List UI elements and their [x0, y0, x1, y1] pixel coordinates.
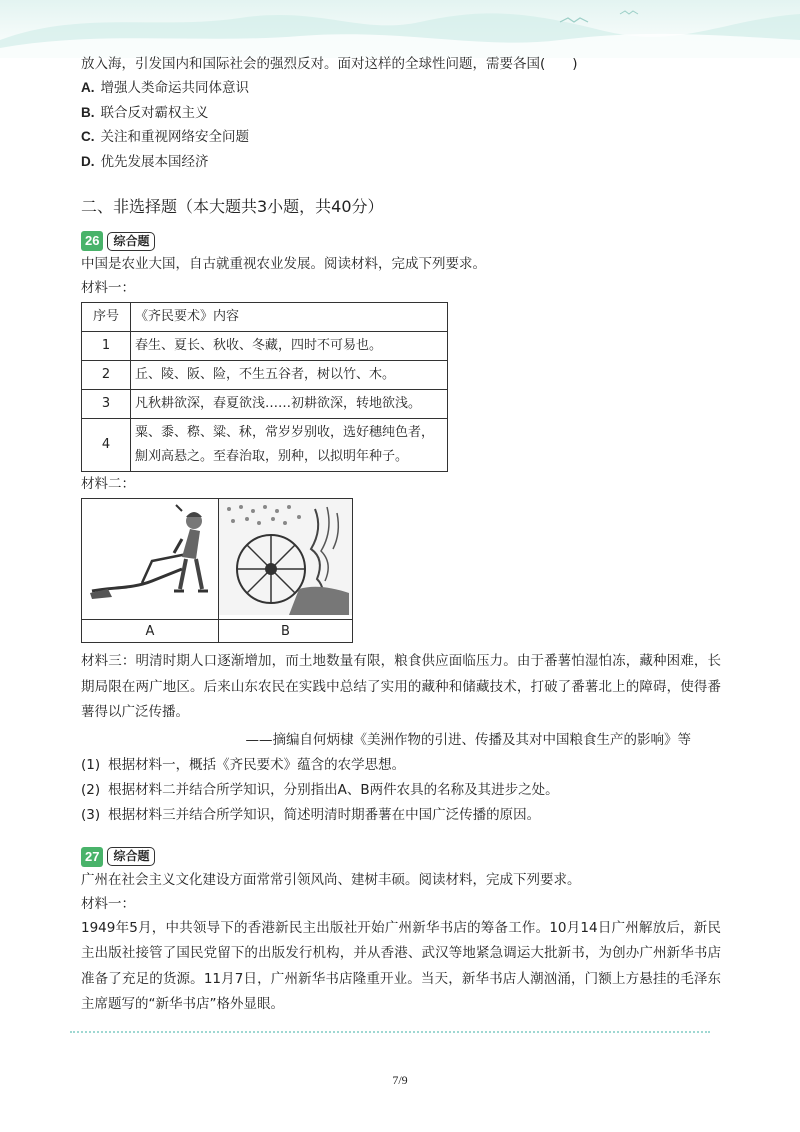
- q25-stem: 放入海，引发国内和国际社会的强烈反对。面对这样的全球性问题，需要各国( ): [81, 56, 578, 72]
- option-key: D.: [81, 153, 95, 169]
- q26-intro: 中国是农业大国，自古就重视农业发展。阅读材料，完成下列要求。: [81, 256, 486, 272]
- table-row: [82, 361, 448, 390]
- q26-header: [81, 230, 721, 252]
- question-type-tag: 综合题: [107, 847, 155, 866]
- table-cell: 1: [82, 332, 131, 361]
- qimin-yaoshu-table: [81, 302, 448, 472]
- question-number: 27: [81, 847, 103, 867]
- material-label: 材料二：: [81, 476, 135, 492]
- option-d[interactable]: [81, 150, 721, 175]
- section-title: 二、非选择题（本大题共3小题，共40分）: [81, 197, 384, 216]
- option-a[interactable]: [81, 76, 721, 101]
- option-text: 增强人类命运共同体意识: [100, 80, 249, 96]
- q27-intro: 广州在社会主义文化建设方面常常引领风尚、建树丰硕。阅读材料，完成下列要求。: [81, 871, 581, 888]
- material-label: 材料一：: [81, 280, 135, 296]
- table-cell: 粟、黍、穄、粱、秫，常岁岁别收，选好穗纯色者，劁刈高悬之。至春治取，别种，以拟明年种子。: [131, 419, 448, 472]
- subquestion-key: (3): [81, 806, 101, 823]
- option-b[interactable]: [81, 101, 721, 126]
- waterwheel-illustration: [219, 499, 352, 615]
- table-cell: 丘、陵、阪、险，不生五谷者，树以竹、木。: [131, 361, 448, 390]
- table-cell: 3: [82, 390, 131, 419]
- question-number: 26: [81, 231, 103, 251]
- q27-material1-text: 1949年5月，中共领导下的香港新民主出版社开始广州新华书店的筹备工作。10月14日广州解放后，新民主出版社接管了国民党留下的出版发行机构，并从香港、武汉等地紧急调运大批新书，为创办广州新华书店准备了充足的货源。11月7日，广州新华书店隆重开业。当天，新华书店人潮汹涌，门额上方悬挂的毛泽东主席题写的“新华书店”格外显眼。: [81, 919, 721, 1012]
- table-cell: 2: [82, 361, 131, 390]
- table-row: [82, 332, 448, 361]
- option-text: 联合反对霸权主义: [100, 104, 209, 121]
- option-text: 优先发展本国经济: [100, 153, 209, 170]
- subquestion-text: 根据材料二并结合所学知识，分别指出A、B两件农具的名称及其进步之处。: [108, 781, 559, 798]
- figure-caption: B: [219, 620, 353, 643]
- figure-a: [82, 499, 219, 620]
- table-cell: 凡秋耕欲深，春夏欲浅……初耕欲深，转地欲浅。: [131, 390, 448, 419]
- q25-options: [81, 76, 721, 174]
- subquestion: [81, 803, 721, 828]
- farm-tools-figure: [81, 498, 353, 643]
- option-c[interactable]: [81, 125, 721, 150]
- header-decoration: [0, 0, 800, 58]
- table-header: 《齐民要术》内容: [131, 303, 448, 332]
- subquestion-key: (2): [81, 781, 101, 798]
- subquestion: [81, 753, 721, 778]
- q27-header: [81, 846, 721, 868]
- material-label: 材料一：: [81, 895, 135, 912]
- subquestion-text: 根据材料一，概括《齐民要术》蕴含的农学思想。: [108, 756, 406, 773]
- subquestion-text: 根据材料三并结合所学知识，简述明清时期番薯在中国广泛传播的原因。: [108, 806, 541, 823]
- figure-caption: A: [82, 620, 219, 643]
- question-type-tag: 综合题: [107, 232, 155, 251]
- table-row: [82, 419, 448, 472]
- material3-text: 材料三：明清时期人口逐渐增加，而土地数量有限，粮食供应面临压力。由于番薯怕湿怕冻，藏种困难，长期局限在两广地区。后来山东农民在实践中总结了实用的藏种和储藏技术，打破了番薯北上的障碍，使得番薯得以广泛传播。: [81, 653, 721, 720]
- material-source: ——摘编自何炳棣《美洲作物的引进、传播及其对中国粮食生产的影响》等: [245, 731, 691, 748]
- option-key: B.: [81, 104, 95, 120]
- table-header-row: [82, 303, 448, 332]
- figure-b: [219, 499, 353, 620]
- option-key: C.: [81, 129, 95, 144]
- table-header: 序号: [82, 303, 131, 332]
- footer-divider: [70, 1031, 710, 1035]
- plough-illustration: [82, 499, 218, 615]
- q26-subquestions: [81, 753, 721, 828]
- subquestion: [81, 778, 721, 803]
- option-key: A.: [81, 80, 95, 95]
- page-content: [81, 52, 721, 1018]
- page-number: 7/9: [392, 1073, 408, 1087]
- table-cell: 4: [82, 419, 131, 472]
- option-text: 关注和重视网络安全问题: [100, 129, 249, 145]
- subquestion-key: (1): [81, 756, 101, 773]
- table-cell: 春生、夏长、秋收、冬藏，四时不可易也。: [131, 332, 448, 361]
- table-row: [82, 390, 448, 419]
